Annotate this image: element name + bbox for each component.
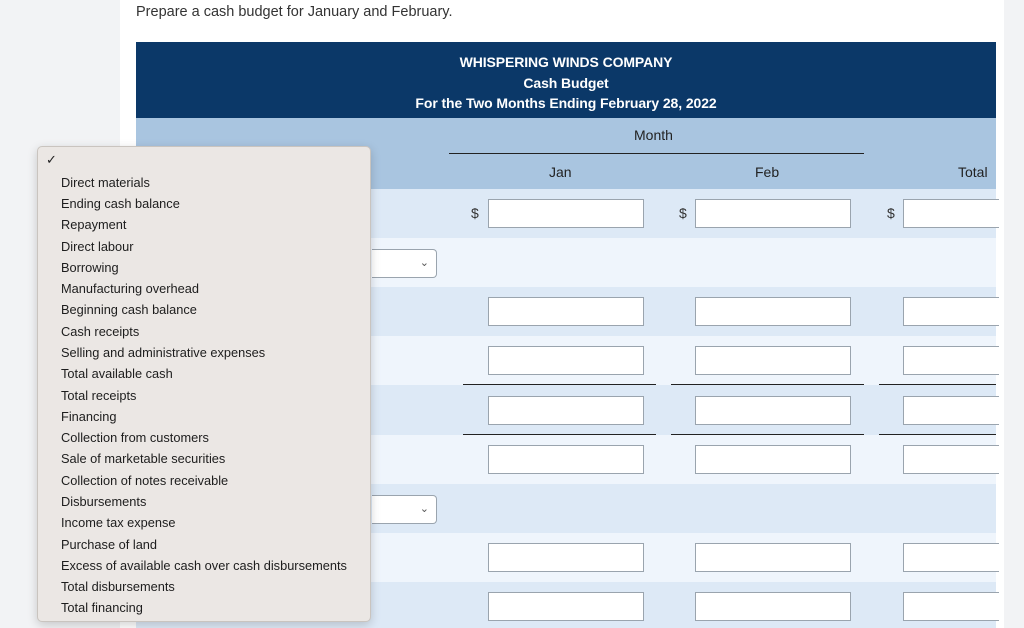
dropdown-option[interactable]: Collection from customers: [61, 430, 209, 445]
dropdown-option[interactable]: Disbursements: [61, 494, 147, 509]
dropdown-option[interactable]: Excess of available cash over cash disbursements: [61, 558, 347, 573]
dropdown-option[interactable]: Beginning cash balance: [61, 302, 197, 317]
feb-amount-input[interactable]: [695, 543, 851, 572]
feb-amount-input[interactable]: [695, 297, 851, 326]
dropdown-option[interactable]: Direct labour: [61, 239, 134, 254]
dropdown-option[interactable]: Borrowing: [61, 260, 119, 275]
jan-amount-input[interactable]: [488, 199, 644, 228]
checkmark-icon: ✓: [46, 152, 57, 167]
column-header-feb: Feb: [755, 164, 780, 180]
budget-title: Cash Budget: [523, 74, 609, 91]
feb-amount-input[interactable]: [695, 445, 851, 474]
row-label-select[interactable]: [372, 495, 437, 524]
jan-amount-input[interactable]: [488, 346, 644, 375]
total-amount-input[interactable]: [903, 297, 999, 326]
jan-amount-input[interactable]: [488, 396, 644, 425]
dropdown-option[interactable]: Selling and administrative expenses: [61, 345, 266, 360]
dropdown-option[interactable]: Sale of marketable securities: [61, 451, 226, 466]
currency-symbol: $: [471, 205, 479, 221]
dropdown-option[interactable]: Collection of notes receivable: [61, 473, 229, 488]
budget-period: For the Two Months Ending February 28, 2022: [415, 95, 717, 111]
currency-symbol: $: [887, 205, 895, 221]
feb-amount-input[interactable]: [695, 396, 851, 425]
dropdown-option[interactable]: Ending cash balance: [61, 196, 180, 211]
chevron-down-icon: ⌄: [419, 503, 429, 515]
column-header-total: Total: [958, 164, 988, 180]
jan-amount-input[interactable]: [488, 445, 644, 474]
jan-amount-input[interactable]: [488, 297, 644, 326]
dropdown-option[interactable]: Total financing: [61, 600, 143, 615]
row-label-select[interactable]: [372, 249, 437, 278]
instruction-text: Prepare a cash budget for January and February.: [136, 4, 453, 20]
total-amount-input[interactable]: [903, 543, 999, 572]
dropdown-option[interactable]: Financing: [61, 409, 117, 424]
dropdown-option[interactable]: Total disbursements: [61, 579, 175, 594]
chevron-down-icon: ⌄: [419, 257, 429, 269]
dropdown-option[interactable]: Purchase of land: [61, 537, 158, 552]
dropdown-option[interactable]: Income tax expense: [61, 515, 176, 530]
total-amount-input[interactable]: [903, 199, 999, 228]
account-dropdown-menu: [37, 146, 371, 622]
dropdown-option[interactable]: Cash receipts: [61, 324, 140, 339]
feb-amount-input[interactable]: [695, 592, 851, 621]
company-name: WHISPERING WINDS COMPANY: [459, 54, 673, 70]
jan-amount-input[interactable]: [488, 543, 644, 572]
budget-header: [136, 42, 996, 118]
feb-amount-input[interactable]: [695, 199, 851, 228]
jan-amount-input[interactable]: [488, 592, 644, 621]
currency-symbol: $: [679, 205, 687, 221]
total-amount-input[interactable]: [903, 346, 999, 375]
column-header-jan: Jan: [549, 164, 572, 180]
month-rule: [449, 153, 864, 154]
total-amount-input[interactable]: [903, 396, 999, 425]
dropdown-option[interactable]: Direct materials: [61, 175, 150, 190]
total-amount-input[interactable]: [903, 592, 999, 621]
dropdown-option[interactable]: Total available cash: [61, 366, 173, 381]
dropdown-option[interactable]: Manufacturing overhead: [61, 281, 200, 296]
feb-amount-input[interactable]: [695, 346, 851, 375]
total-amount-input[interactable]: [903, 445, 999, 474]
dropdown-option[interactable]: Repayment: [61, 217, 127, 232]
dropdown-option[interactable]: Total receipts: [61, 388, 137, 403]
month-label: Month: [634, 127, 673, 143]
